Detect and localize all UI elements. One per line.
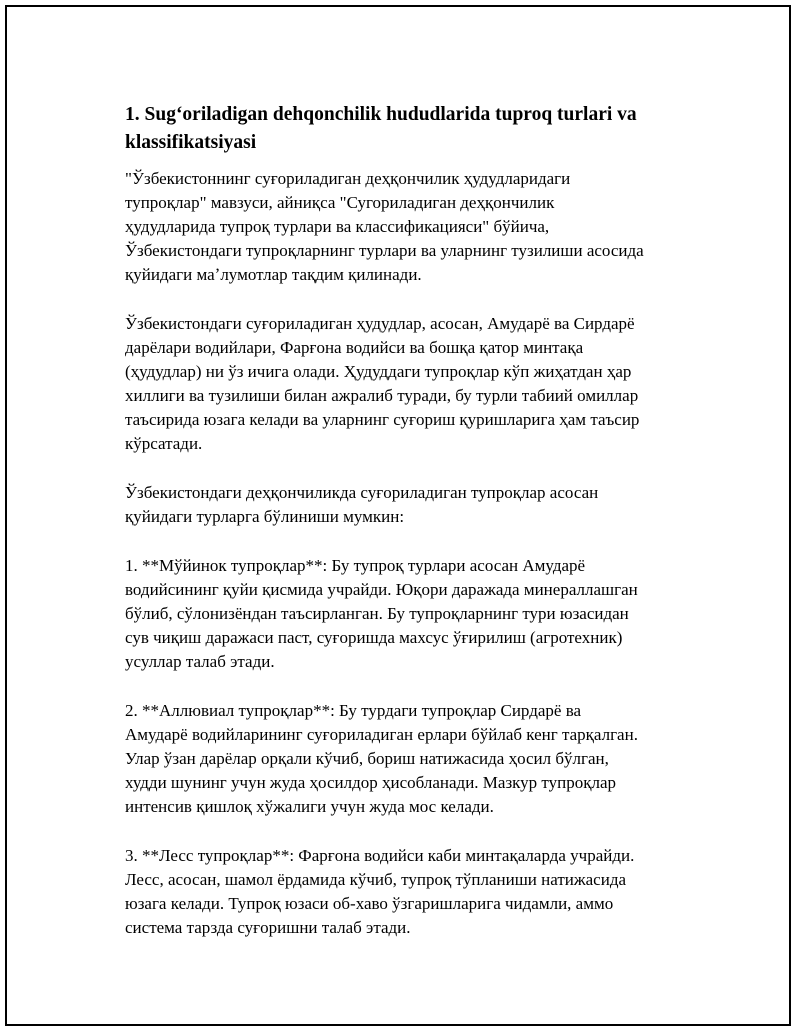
page-frame xyxy=(5,5,791,1026)
document-body xyxy=(125,101,705,965)
soil-types-intro-paragraph: Ўзбекистондаги деҳқончиликда суғориладиган тупроқлар асосан қуйидаги турларга бўлиниши мумкин: xyxy=(125,483,599,526)
document-heading: 1. Sug‘oriladigan dehqonchilik hududlarida tuproq turlari va klassifikatsiyasi xyxy=(125,104,637,153)
soil-type-1-paragraph: 1. **Мўйинок тупроқлар**: Бу тупроқ турлари асосан Амударё водийсининг қуйи қисмида учрайди. Юқори даражада минераллашган бўлиб, сўлонизёндан таъсирланган. Бу тупроқларнинг тури юзасидан сув чиқиш даражаси паст, суғоришда махсус ўғирилиш (агротехник) усуллар талаб этади. xyxy=(125,556,638,671)
soil-type-3-paragraph: 3. **Лесс тупроқлар**: Фарғона водийси каби минтақаларда учрайди. Лесс, асосан, шамол ёрдамида кўчиб, тупроқ тўпланиши натижасида юзага келади. Тупроқ юзаси об-хаво ўзгаришларига чидамли, аммо система тарзда суғоришни талаб этади. xyxy=(125,846,635,937)
regions-paragraph: Ўзбекистондаги суғориладиган ҳудудлар, асосан, Амударё ва Сирдарё дарёлари водийлари, Фарғона водийси ва бошқа қатор минтақа (ҳудудлар) ни ўз ичига олади. Ҳудуддаги тупроқлар кўп жиҳатдан ҳар хиллиги ва тузилиши билан ажралиб туради, бу турли табиий омиллар таъсирида юзага келади ва уларнинг суғориш қуришларига ҳам таъсир кўрсатади. xyxy=(125,314,640,453)
intro-paragraph: "Ўзбекистоннинг суғориладиган деҳқончилик ҳудудларидаги тупроқлар" мавзуси, айниқса "Сугориладиган деҳқончилик ҳудудларида тупроқ турлари ва классификацияси" бўйича, Ўзбекистондаги тупроқларнинг турлари ва уларнинг тузилиши асосида қуйидаги маʼлумотлар тақдим қилинади. xyxy=(125,169,644,284)
soil-type-2-paragraph: 2. **Аллювиал тупроқлар**: Бу турдаги тупроқлар Сирдарё ва Амударё водийларининг суғориладиган ерлари бўйлаб кенг тарқалган. Улар ўзан дарёлар орқали кўчиб, бориш натижасида ҳосил бўлган, худди шунинг учун жуда ҳосилдор ҳисобланади. Мазкур тупроқлар интенсив қишлоқ хўжалиги учун жуда мос келади. xyxy=(125,701,638,816)
